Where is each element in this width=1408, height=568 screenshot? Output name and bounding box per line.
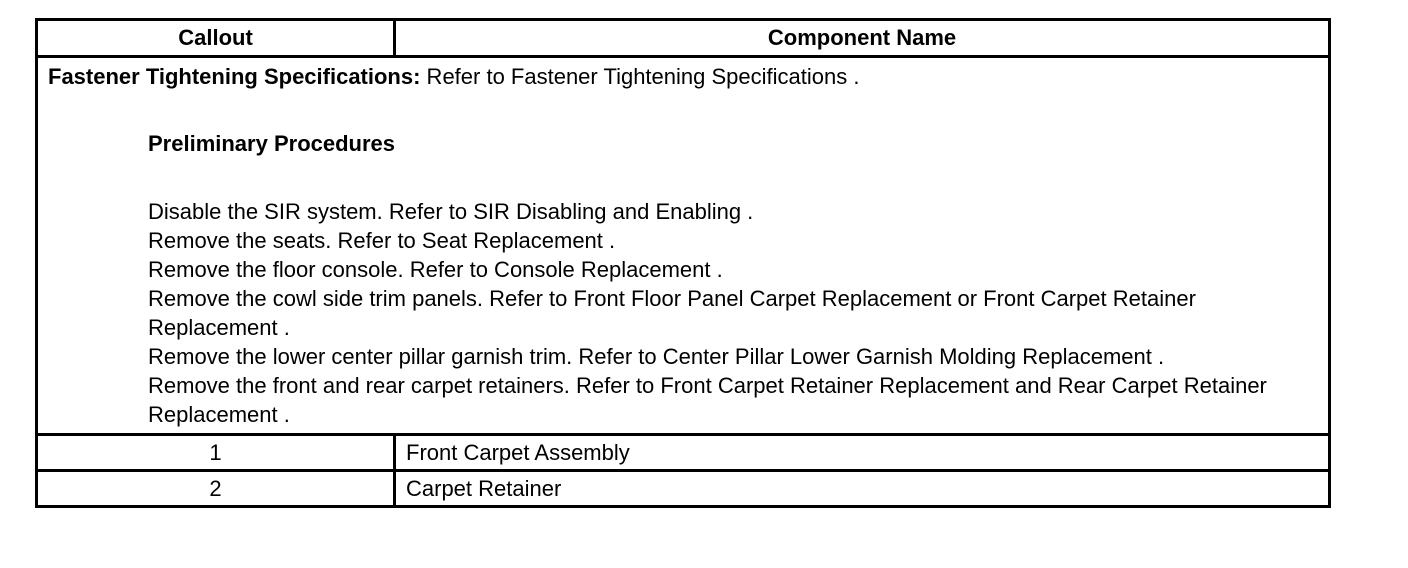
- component-name-header: Component Name: [395, 20, 1330, 57]
- procedure-steps-list: [148, 197, 1318, 429]
- callout-cell: 1: [37, 435, 395, 471]
- table-row: [37, 471, 1330, 507]
- component-table: [35, 18, 1331, 508]
- procedure-step: Remove the cowl side trim panels. Refer to Front Floor Panel Carpet Replacement or Front Carpet Retainer Replacement .: [148, 286, 1196, 340]
- procedure-step: Remove the front and rear carpet retainers. Refer to Front Carpet Retainer Replacement and Rear Carpet Retainer Replacement .: [148, 373, 1267, 427]
- component-name-cell: Front Carpet Assembly: [395, 435, 1330, 471]
- callout-cell: 2: [37, 471, 395, 507]
- table-row: [37, 435, 1330, 471]
- callout-header: Callout: [37, 20, 395, 57]
- preliminary-procedures-title: Preliminary Procedures: [148, 131, 396, 156]
- fastener-spec-line: [48, 62, 1318, 92]
- fastener-spec-label: Fastener Tightening Specifications:: [48, 64, 421, 89]
- intro-row: [37, 57, 1330, 435]
- fastener-spec-text: Refer to Fastener Tightening Specifications .: [420, 64, 860, 89]
- procedure-step: Remove the floor console. Refer to Console Replacement .: [148, 257, 723, 282]
- intro-cell: [37, 57, 1330, 435]
- procedure-step: Disable the SIR system. Refer to SIR Disabling and Enabling .: [148, 199, 754, 224]
- procedure-step: Remove the lower center pillar garnish trim. Refer to Center Pillar Lower Garnish Molding Replacement .: [148, 344, 1165, 369]
- header-row: [37, 20, 1330, 57]
- procedure-step: Remove the seats. Refer to Seat Replacement .: [148, 228, 616, 253]
- component-name-cell: Carpet Retainer: [395, 471, 1330, 507]
